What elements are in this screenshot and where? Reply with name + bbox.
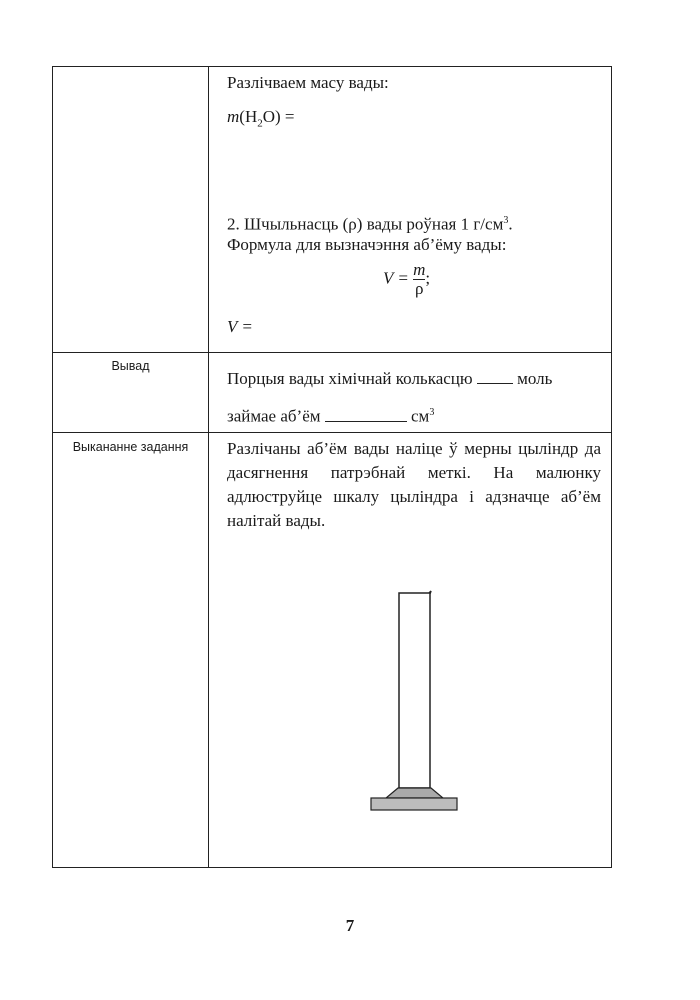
conclusion-text: займае аб’ём (227, 406, 321, 426)
formula-lhs: V = (383, 268, 409, 288)
amount-blank[interactable] (477, 369, 513, 384)
volume-formula (383, 261, 430, 298)
mass-formula (227, 105, 295, 135)
numerator: m (413, 260, 426, 279)
volume-blank[interactable] (325, 407, 407, 422)
unit-mol: моль (517, 369, 553, 388)
task-label: Выкананне задання (72, 440, 189, 454)
unit-cm: см (411, 406, 430, 426)
column-divider (208, 67, 209, 867)
volume-eq (227, 315, 253, 339)
v-eq-text: V = (227, 317, 253, 336)
formula-label: Формула для вызначэння аб’ёму вады: (227, 235, 507, 254)
period: . (508, 214, 513, 234)
formula-part: O) = (262, 107, 295, 126)
semicolon: ; (425, 268, 431, 288)
mass-symbol: m (227, 107, 240, 126)
superscript: 3 (503, 215, 509, 226)
formula-part: (H (239, 107, 258, 126)
row-divider (53, 352, 611, 353)
subscript: 2 (257, 117, 263, 130)
page-number: 7 (345, 916, 355, 935)
row-divider (53, 432, 611, 433)
conclusion-label: Вывад (111, 359, 150, 373)
measuring-cylinder-icon (363, 587, 463, 817)
conclusion-text: Порцыя вады хімічнай колькасцю (227, 369, 473, 388)
worksheet-table (52, 66, 612, 868)
conclusion-line2 (227, 401, 434, 429)
fraction (413, 261, 425, 298)
superscript: 3 (429, 407, 435, 418)
density-label: 2. Шчыльнасць (ρ) вады роўная 1 г/см (227, 214, 504, 234)
denominator: ρ (414, 279, 424, 298)
calc-mass-text: Разлічваем масу вады: (227, 73, 389, 92)
task-text: Разлічаны аб’ём вады наліце ў мерны цыліндр да дасягнення патрэбнай меткі. На малюнку адлюструйце шкалу цыліндра і адзначце аб’ём налітай вады. (227, 439, 601, 530)
conclusion-line1 (227, 367, 552, 391)
